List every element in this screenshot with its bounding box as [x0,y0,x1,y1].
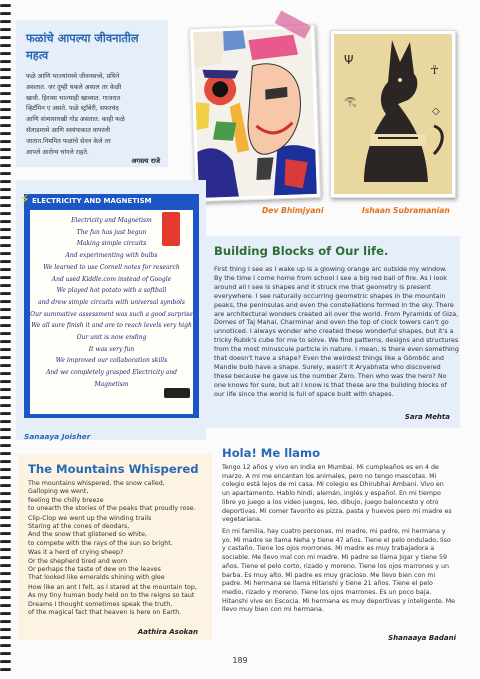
binding-ring [0,500,11,503]
poster [20,192,199,418]
binding-ring [0,252,11,255]
abstract-face-artwork [193,28,317,198]
binding-ring [0,36,11,39]
binding-ring [0,332,11,335]
marathi-line: फळे आणि भाज्यांमध्ये जीवनसत्त्वे, प्रथिने [26,73,120,80]
binding-ring [0,652,11,655]
binding-ring [0,420,11,423]
binding-ring [0,212,11,215]
binding-ring [0,324,11,327]
poem-line: Staring at the cones of deodars, [28,523,130,531]
binding-ring [0,268,11,271]
poster-line: Making simple circuits [76,240,147,248]
binding-ring [0,620,11,623]
binding-ring [0,76,11,79]
binding-ring [0,340,11,343]
poster-line: Our summative assessment was such a good surprise [30,310,193,318]
building-line: around all I see is shapes and it struck me that geometry is present [214,282,431,291]
egyptian-cat-artwork [334,34,452,194]
svg-text:𓂀: 𓂀 [344,96,357,107]
poster-line: Electricity and Magnetism [71,217,152,224]
artwork-author-dev: Dev Bhimjyani [262,206,324,215]
binding-ring [0,572,11,575]
hola-line: colegio está lejos de mi casa. Mi colegio es Dhirubhai Ambani. Vivo en [222,481,444,489]
hola-line: sociable. Me llevo mal con mi madre. Mi padre se llama Jigar y tiene 59 [222,554,447,562]
binding-ring [0,236,11,239]
building-blocks-title: Building Blocks of Our life. [214,244,389,258]
binding-ring [0,316,11,319]
binding-ring [0,588,11,591]
hola-line: deportivas. Mi comer favorito es pizza, pasta y huevos pero mi madre es [222,507,452,515]
page-number: 189 [232,656,248,665]
poster-line: We all sure finish it and are to reach levels very high [31,322,192,330]
hola-line: En mi familia, hay cuatro personas, mi madre, mi padre, mi hermana y [222,528,446,535]
binding-ring [0,60,11,63]
poem-line: How like an ant I felt, as I stared at the mountain top, [28,583,197,591]
binding-ring [0,564,11,567]
hola-line: años. Tiene el pelo corto, rizado y moreno. Tiene los ojos marrones y un [222,562,449,570]
building-line: are architectural wonders created all over the world. From Pyramids of Giza, [214,309,459,318]
binding-ring [0,108,11,111]
poem-stanza [28,584,218,618]
building-line: these because he gave us the number Zero. Then who was the hero? No [214,371,447,380]
binding-ring [0,388,11,391]
binding-ring [0,508,11,511]
binding-ring [0,140,11,143]
poster-line: We played hot potato with a softball [56,287,167,295]
hola-line: yo. Mi madre se llama Neha y tiene 47 años. Tiene el pelo ondulado, liso [222,536,451,544]
building-line: from the most minuscule particle in nature. I mean, is there even something [214,345,459,354]
wire-icon [164,388,190,398]
binding-ring [0,516,11,519]
binding-ring [0,396,11,399]
poster-line: Our unit is now ending [76,334,147,342]
binding-ring [0,164,11,167]
poem-line: Was it a herd of crying sheep? [28,549,124,557]
hola-line: Hitanshi vive en Escocia. Mi hermana es muy deportivas y inteligente. Me [222,597,456,605]
poem-line: to unearth the stories of the peaks that proudly rose. [28,505,196,513]
hola-line: llevo muy bien con mi hermana. [222,606,324,614]
binding-ring [0,308,11,311]
marathi-article-panel [16,20,168,167]
poem-line: Or perhaps the taste of dew on the leaves [28,566,161,574]
binding-ring [0,172,11,175]
poster-line: We learned to use Cornell notes for research [43,263,180,271]
poem-line: As my tiny human body held on to the reigns so taut [28,592,195,600]
binding-ring [0,532,11,535]
poster-heading: ELECTRICITY AND MAGNETISM [32,197,152,205]
building-line: First thing I see as I wake up is a glowing orange arc outside my window. [214,265,447,273]
svg-text:◇: ◇ [432,106,440,117]
binding-ring [0,476,11,479]
binding-ring [0,436,11,439]
battery-icon [162,212,180,246]
binding-ring [0,292,11,295]
marathi-line: व्हिटॅमिन ए असते. फळे स्ट्रॉबेरी, सफरचंद [26,105,119,113]
mountains-poem-body [28,480,218,618]
binding-ring [0,524,11,527]
poem-line: That looked like emeralds shining with glee [28,574,165,582]
binding-ring [0,28,11,31]
hola-title: Hola! Me llamo [222,446,321,460]
spiral-binding [0,4,12,676]
marathi-title-line-1: फळांचे आपल्या जीवनातील [26,31,139,45]
poster-line: and drew simple circuits with universal symbols [38,298,185,306]
marathi-author: अगस्त्य राजे [131,157,160,165]
poster-line: The fun has just begun [76,228,147,236]
binding-ring [0,380,11,383]
poem-line: Dreams I thought sometimes speak the truth, [28,600,173,608]
artwork-frame-dev [189,24,321,202]
hola-paragraph-1 [222,464,460,525]
marathi-line: आपले आरोग्य चांगले राहते. [26,148,89,156]
building-line: that doesn't have a shape? Even the weirdest things like a Gömböc and [214,354,444,363]
mountains-poem-title: The Mountains Whispered [28,462,199,476]
poem-line: Clip-Clop we went up the winding trails [28,514,152,522]
poem-line: The mountains whispered, the snow called, [28,480,165,487]
binding-ring [0,484,11,487]
artwork-author-ishaan: Ishaan Subramanian [362,206,450,215]
hola-article [222,446,460,646]
binding-ring [0,228,11,231]
poem-line: Galloping we went, [28,488,89,496]
binding-ring [0,92,11,95]
binding-ring [0,556,11,559]
binding-ring [0,20,11,23]
binding-ring [0,100,11,103]
binding-ring [0,44,11,47]
poem-line: And the snow that glistened so white, [28,531,148,539]
poem-stanza [28,480,218,514]
binding-ring [0,364,11,367]
poster-author: Sanaaya Joisher [24,432,91,441]
svg-text:☥: ☥ [430,63,439,77]
binding-ring [0,604,11,607]
svg-text:Ψ: Ψ [344,53,354,67]
hola-author: Shanaaya Badani [388,634,456,642]
poem-stanza [28,515,218,549]
binding-ring [0,156,11,159]
binding-ring [0,4,11,7]
binding-ring [0,460,11,463]
binding-ring [0,68,11,71]
hola-line: padre. Mi hermana se llama Hitanshi y tiene 21 años. Tiene el pelo [222,580,433,588]
mountains-poem-panel [18,454,212,640]
lightning-icon: ⚡ [20,192,30,208]
poem-line: to compete with the rays of the sun so bright. [28,539,173,547]
binding-ring [0,612,11,615]
building-line: tricky Rubik's cube for me to solve. We find patterns, designs and structures [214,336,459,345]
marathi-article-title [26,30,139,64]
binding-ring [0,412,11,415]
binding-ring [0,180,11,183]
building-line: one knows for sure, but all I know is that these are the building blocks of [214,380,447,389]
artwork-frame-ishaan [330,30,456,198]
poem-line: of the magical fact that heaven is here on Earth. [28,609,182,617]
hola-line: vegetariana. [222,516,262,524]
poster-line: And used Kiddle.com instead of Google [51,275,172,283]
poster-line: And experimenting with bulbs [65,252,158,260]
binding-ring [0,404,11,407]
marathi-line: जातात.नियमित फळांचे सेवन केले तर [26,137,111,145]
binding-ring [0,284,11,287]
binding-ring [0,540,11,543]
binding-ring [0,580,11,583]
poem-stanza [28,549,218,583]
binding-ring [0,220,11,223]
building-line: our life since the world is full of space built with shapes. [214,389,394,398]
poem-line: Or the shepherd tired and worn [28,557,128,565]
hola-paragraph-2 [222,528,460,615]
binding-ring [0,52,11,55]
hola-line: y castaño. Tiene los ojos morrones. Mi madre es muy trabajadora a [222,545,435,553]
binding-ring [0,260,11,263]
binding-ring [0,300,11,303]
hola-line: barba. Es muy alto. Mi padre es muy gracioso. Me llevo bien con mi [222,571,436,579]
binding-ring [0,644,11,647]
poem-line: feeling the chilly breeze [28,496,104,504]
binding-ring [0,116,11,119]
hola-line: medio, rizado y moreno. Tiene los ojos marrones. Es un poco baja. [222,588,432,596]
binding-ring [0,596,11,599]
hola-line: Tengo 12 años y vivo en India en Mumbai. Mi cumpleaños es en 4 de [222,464,439,471]
building-blocks-author: Sara Mehta [404,413,450,421]
poster-line: And we completely grasped Electricity and Magnetism [46,369,177,388]
binding-ring [0,428,11,431]
binding-ring [0,372,11,375]
marathi-line: असतात. जर तुम्ही थकले असाल तर केळी [26,83,122,91]
binding-ring [0,124,11,127]
binding-ring [0,356,11,359]
binding-ring [0,468,11,471]
binding-ring [0,444,11,447]
marathi-article-body [26,72,168,158]
binding-ring [0,148,11,151]
binding-ring [0,636,11,639]
binding-ring [0,84,11,87]
marathi-line: सॅलाडमध्ये आणि स्वयंपाकात वापरली [26,126,110,134]
building-line: everywhere. I see naturally occurring geometric shapes in the mountain [214,291,446,300]
binding-ring [0,348,11,351]
mountains-author: Aathira Asokan [137,628,198,636]
marathi-title-line-2: महत्व [26,48,49,62]
binding-ring [0,244,11,247]
binding-ring [0,188,11,191]
building-line: peaks, the peninsulas and even the constellations formed in the sky. There [214,300,454,309]
building-line: unnoticed. I always wonder who created these wonderful shapes, but it's a [214,327,454,336]
marathi-line: खावी. हिरव्या भाज्याही खाव्यात. गाजरात [26,94,121,102]
binding-ring [0,196,11,199]
poster-line: It was very fun [88,345,135,353]
building-blocks-panel [206,236,460,428]
building-blocks-body [214,265,460,399]
hola-line: libre yo juego a los video juegos, leo, dibujo, juego baloncesto y otro [222,498,439,506]
building-line: By the time I come home from school I see a big red ball of fire. As I look [214,273,447,282]
building-line: Mandle bulb have a shape. Surely, wasn't it Aryabhata who discovered [214,362,441,371]
binding-ring [0,276,11,279]
binding-ring [0,548,11,551]
building-line: Domes of Taj Mahal, Charminar and even the top of clock towers can't go [214,318,449,327]
hola-line: un apartamento. Hablo hindi, alemán, inglés y español. En mi tiempo [222,490,441,498]
hola-line: marzo. A mi me encantan los animales, pero no tengo mascotas. Mi [222,472,437,480]
poster-line: We improved our collaboration skills [55,357,168,365]
binding-ring [0,668,11,671]
binding-ring [0,492,11,495]
binding-ring [0,204,11,207]
binding-ring [0,132,11,135]
binding-ring [0,12,11,15]
binding-ring [0,452,11,455]
binding-ring [0,628,11,631]
marathi-line: आणि संत्र्यासारखी गोड असतात. काही फळे [26,116,125,124]
